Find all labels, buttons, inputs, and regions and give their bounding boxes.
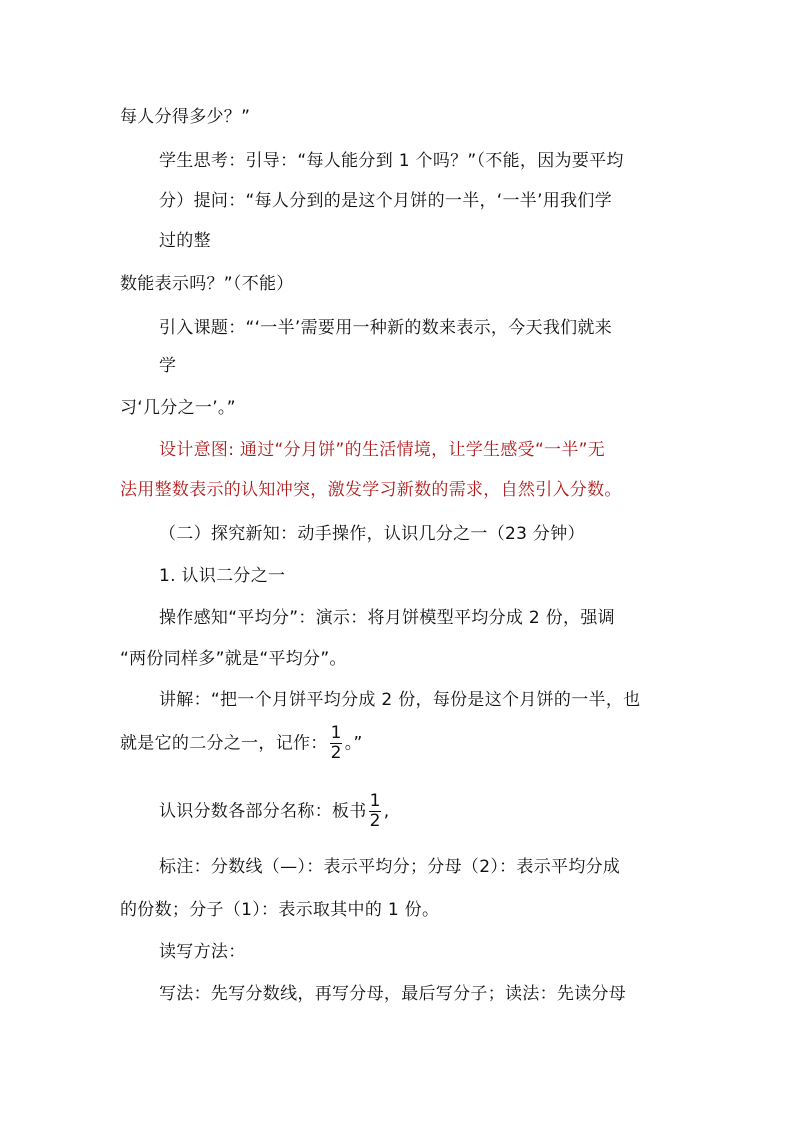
line-text: ,: [383, 801, 390, 822]
paragraph-line: 读写方法：: [159, 942, 246, 962]
paragraph-line: 写法：先写分数线，再写分母，最后写分子；读法：先读分母: [159, 984, 627, 1004]
paragraph-line: 过的整: [159, 231, 211, 251]
paragraph-line: [120, 724, 363, 763]
paragraph-line: 分）提问：“每人分到的是这个月饼的一半，‘一半’用我们学: [159, 191, 613, 211]
line-text: 。”: [344, 733, 363, 754]
paragraph-line: 标注：分数线（—）：表示平均分；分母（2）：表示平均分成: [159, 857, 621, 877]
section-heading: （二）探究新知：动手操作，认识几分之一（23 分钟）: [159, 524, 585, 544]
paragraph-line: 引入课题：“‘一半’需要用一种新的数来表示，今天我们就来: [159, 318, 613, 338]
paragraph-line: “两份同样多”就是“平均分”。: [120, 649, 347, 669]
fraction-one-half: [368, 792, 383, 831]
paragraph-line: 学生思考：引导：“每人能分到 1 个吗？”（不能，因为要平均: [159, 151, 624, 171]
paragraph-line: 数能表示吗？”（不能）: [120, 274, 294, 294]
paragraph-line: 每人分得多少？”: [120, 107, 251, 127]
subsection-heading: 1. 认识二分之一: [159, 566, 286, 586]
fraction-numerator: 1: [369, 791, 381, 811]
line-text: 认识分数各部分名称：板书: [159, 801, 367, 822]
paragraph-line: 的份数；分子（1）：表示取其中的 1 份。: [120, 900, 440, 920]
design-intent-line: 设计意图: 通过“分月饼”的生活情境，让学生感受“一半”无: [159, 440, 606, 460]
fraction-denominator: 2: [369, 811, 381, 831]
fraction-one-half: [329, 724, 344, 763]
paragraph-line: [159, 792, 389, 831]
paragraph-line: 讲解：“把一个月饼平均分成 2 份，每份是这个月饼的一半，也: [159, 690, 641, 710]
paragraph-line: 操作感知“平均分”：演示：将月饼模型平均分成 2 份，强调: [159, 608, 615, 628]
paragraph-line: 学: [159, 356, 177, 376]
line-text: 就是它的二分之一，记作：: [120, 733, 328, 754]
paragraph-line: 习‘几分之一’。”: [120, 398, 236, 418]
fraction-numerator: 1: [330, 723, 342, 743]
fraction-denominator: 2: [330, 743, 342, 763]
design-intent-line: 法用整数表示的认知冲突，激发学习新数的需求，自然引入分数。: [120, 480, 622, 500]
